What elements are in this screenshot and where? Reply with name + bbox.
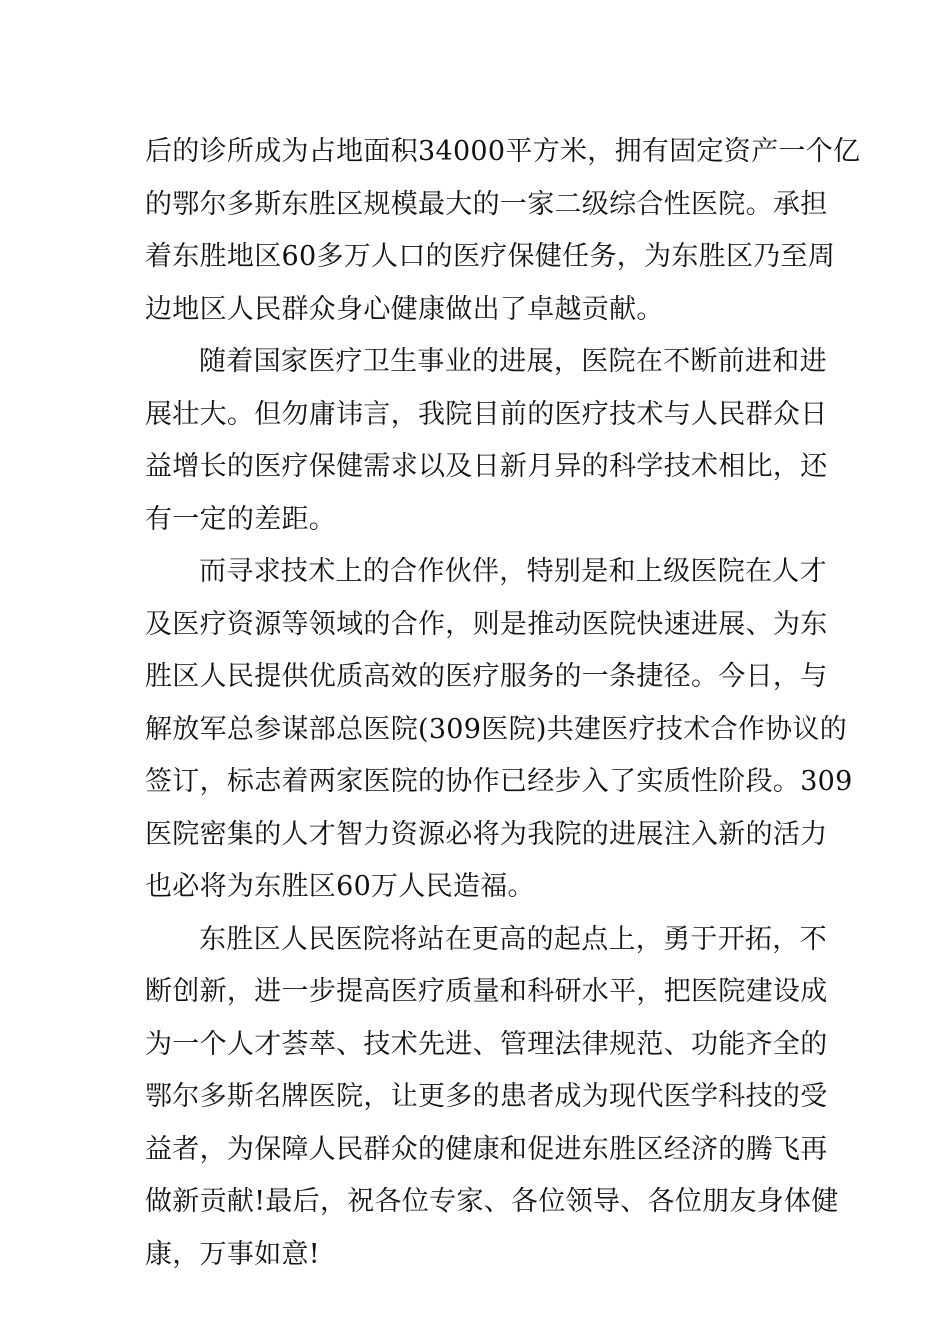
text-line: 医院密集的人才智力资源必将为我院的进展注入新的活力 (145, 818, 828, 850)
text-line: 有一定的差距。 (145, 503, 337, 535)
text-line: 的鄂尔多斯东胜区规模最大的一家二级综合性医院。承担 (145, 188, 828, 220)
text-line: 着东胜地区60多万人口的医疗保健任务，为东胜区乃至周 (145, 241, 836, 272)
text-line: 为一个人才荟萃、技术先进、管理法律规范、功能齐全的 (145, 1028, 828, 1060)
paragraph-first-line: 东胜区人民医院将站在更高的起点上，勇于开拓，不 (199, 923, 827, 955)
text-line: 鄂尔多斯名牌医院，让更多的患者成为现代医学科技的受 (145, 1081, 828, 1112)
text-line: 签订，标志着两家医院的协作已经步入了实质性阶段。309 (145, 766, 853, 797)
text-line: 益者，为保障人民群众的健康和促进东胜区经济的腾飞再 (145, 1133, 828, 1165)
text-line: 边地区人民群众身心健康做出了卓越贡献。 (145, 293, 664, 325)
text-line: 益增长的医疗保健需求以及日新月异的科学技术相比，还 (145, 451, 828, 482)
text-line: 胜区人民提供优质高效的医疗服务的一条捷径。今日，与 (145, 661, 828, 692)
text-line: 及医疗资源等领域的合作，则是推动医院快速进展、为东 (145, 608, 828, 640)
text-line: 展壮大。但勿庸讳言，我院目前的医疗技术与人民群众日 (145, 398, 828, 430)
text-line: 康，万事如意! (145, 1238, 320, 1270)
text-line: 断创新，进一步提高医疗质量和科研水平，把医院建设成 (145, 976, 828, 1007)
text-line: 也必将为东胜区60万人民造福。 (145, 871, 535, 902)
paragraph-first-line: 随着国家医疗卫生事业的进展，医院在不断前进和进 (199, 346, 827, 377)
text-line: 做新贡献!最后，祝各位专家、各位领导、各位朋友身体健 (145, 1186, 839, 1217)
paragraph-first-line: 而寻求技术上的合作伙伴，特别是和上级医院在人才 (199, 556, 827, 587)
text-line: 解放军总参谋部总医院(309医院)共建医疗技术合作协议的 (145, 713, 848, 745)
text-line: 后的诊所成为占地面积34000平方米，拥有固定资产一个亿 (145, 136, 861, 167)
body-text (145, 126, 861, 1281)
